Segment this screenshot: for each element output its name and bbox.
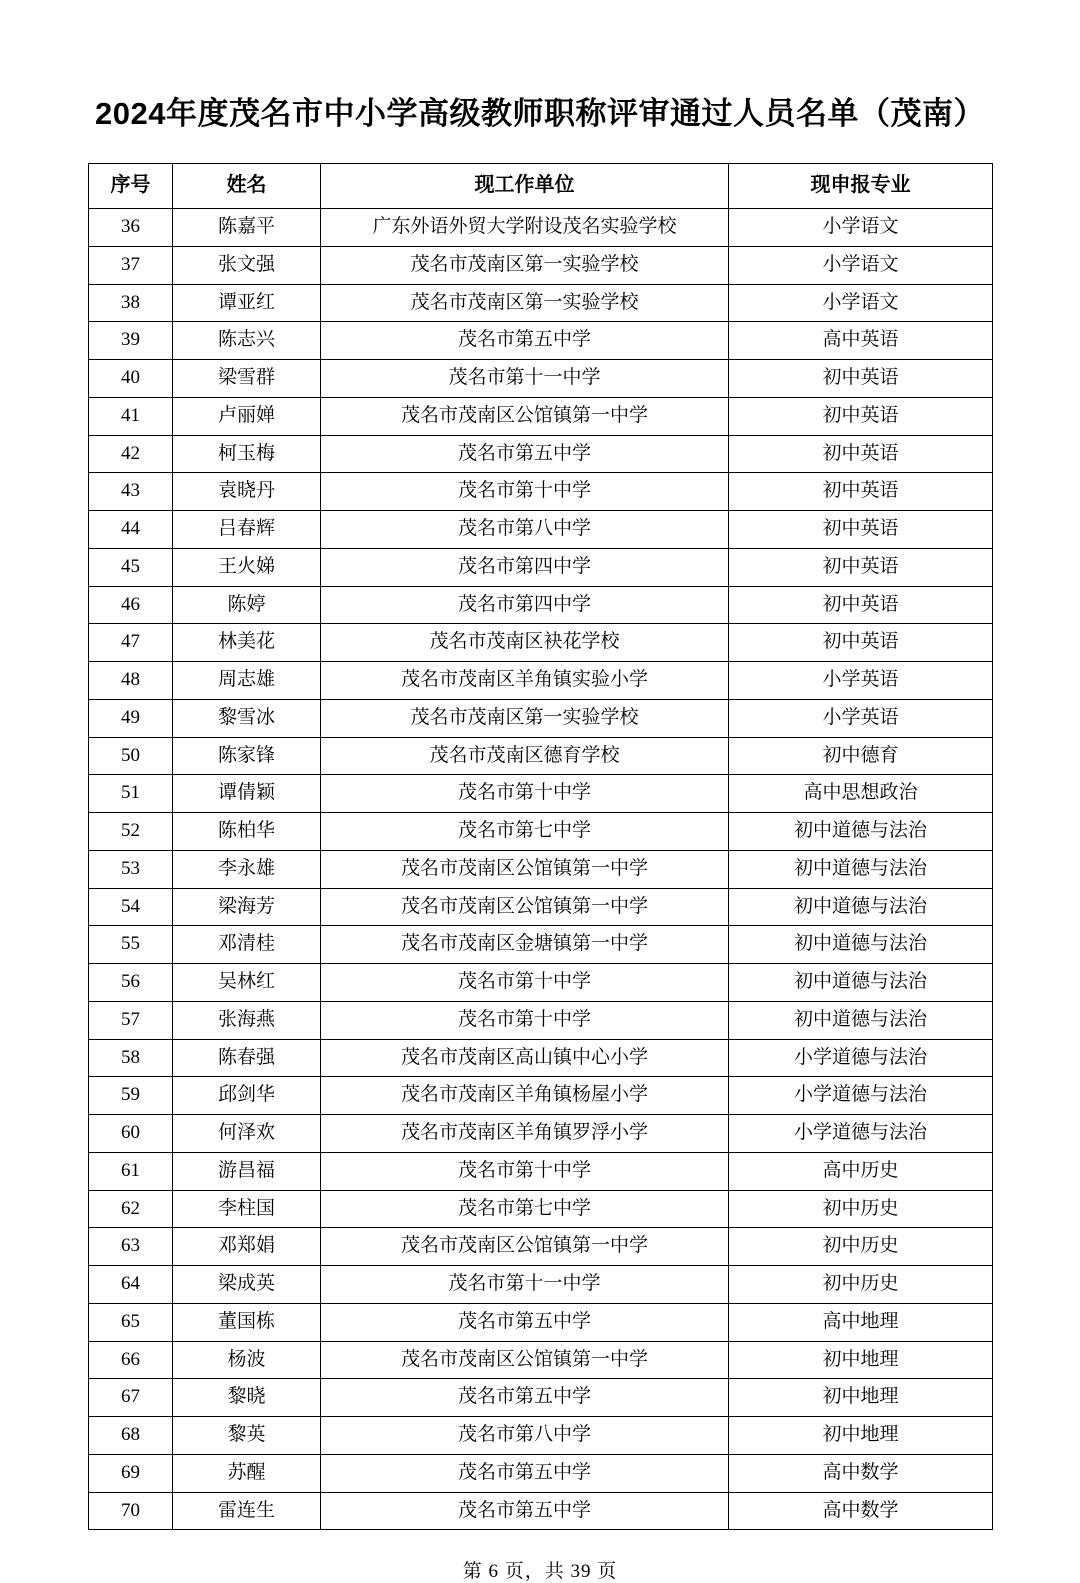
cell-unit: 茂名市茂南区高山镇中心小学 — [321, 1039, 729, 1077]
cell-index: 61 — [89, 1152, 173, 1190]
cell-unit: 茂名市第五中学 — [321, 1379, 729, 1417]
cell-unit: 茂名市第四中学 — [321, 548, 729, 586]
cell-major: 初中英语 — [729, 473, 993, 511]
cell-name: 梁成英 — [173, 1266, 321, 1304]
cell-major: 初中道德与法治 — [729, 850, 993, 888]
cell-major: 初中德育 — [729, 737, 993, 775]
cell-unit: 茂名市茂南区羊角镇罗浮小学 — [321, 1115, 729, 1153]
cell-name: 柯玉梅 — [173, 435, 321, 473]
cell-major: 初中道德与法治 — [729, 813, 993, 851]
cell-unit: 茂名市第十中学 — [321, 1001, 729, 1039]
cell-name: 林美花 — [173, 624, 321, 662]
cell-major: 初中英语 — [729, 435, 993, 473]
table-row — [89, 435, 993, 473]
table-row — [89, 1152, 993, 1190]
table-row — [89, 473, 993, 511]
cell-index: 43 — [89, 473, 173, 511]
cell-unit: 茂名市第五中学 — [321, 1454, 729, 1492]
cell-major: 高中数学 — [729, 1492, 993, 1530]
cell-unit: 茂名市第七中学 — [321, 1190, 729, 1228]
cell-name: 梁海芳 — [173, 888, 321, 926]
cell-name: 李柱国 — [173, 1190, 321, 1228]
cell-name: 卢丽婵 — [173, 397, 321, 435]
cell-index: 44 — [89, 511, 173, 549]
cell-major: 小学道德与法治 — [729, 1039, 993, 1077]
table-row — [89, 699, 993, 737]
cell-major: 初中道德与法治 — [729, 1001, 993, 1039]
cell-name: 吴林红 — [173, 964, 321, 1002]
cell-name: 谭倩颖 — [173, 775, 321, 813]
cell-index: 65 — [89, 1303, 173, 1341]
cell-unit: 茂名市茂南区第一实验学校 — [321, 699, 729, 737]
cell-index: 37 — [89, 246, 173, 284]
column-header-name: 姓名 — [173, 164, 321, 209]
table-row — [89, 775, 993, 813]
cell-major: 高中地理 — [729, 1303, 993, 1341]
cell-unit: 茂名市第八中学 — [321, 511, 729, 549]
cell-unit: 茂名市第八中学 — [321, 1417, 729, 1455]
cell-name: 张文强 — [173, 246, 321, 284]
cell-unit: 茂名市第五中学 — [321, 322, 729, 360]
table-row — [89, 662, 993, 700]
cell-name: 袁晓丹 — [173, 473, 321, 511]
cell-name: 陈春强 — [173, 1039, 321, 1077]
cell-index: 41 — [89, 397, 173, 435]
table-row — [89, 1077, 993, 1115]
cell-name: 周志雄 — [173, 662, 321, 700]
table-row — [89, 964, 993, 1002]
cell-name: 陈柏华 — [173, 813, 321, 851]
cell-index: 49 — [89, 699, 173, 737]
cell-index: 47 — [89, 624, 173, 662]
cell-unit: 茂名市第十一中学 — [321, 360, 729, 398]
cell-index: 68 — [89, 1417, 173, 1455]
cell-major: 初中道德与法治 — [729, 926, 993, 964]
cell-major: 初中地理 — [729, 1341, 993, 1379]
cell-name: 陈嘉平 — [173, 209, 321, 247]
table-row — [89, 1492, 993, 1530]
cell-unit: 茂名市茂南区羊角镇实验小学 — [321, 662, 729, 700]
cell-name: 王火娣 — [173, 548, 321, 586]
cell-unit: 茂名市茂南区公馆镇第一中学 — [321, 1228, 729, 1266]
cell-unit: 茂名市茂南区公馆镇第一中学 — [321, 1341, 729, 1379]
table-row — [89, 1039, 993, 1077]
cell-major: 初中地理 — [729, 1417, 993, 1455]
cell-index: 45 — [89, 548, 173, 586]
table-row — [89, 888, 993, 926]
cell-major: 小学英语 — [729, 699, 993, 737]
table-row — [89, 209, 993, 247]
cell-index: 59 — [89, 1077, 173, 1115]
cell-name: 董国栋 — [173, 1303, 321, 1341]
table-row — [89, 1417, 993, 1455]
cell-major: 初中地理 — [729, 1379, 993, 1417]
table-row — [89, 737, 993, 775]
cell-name: 吕春辉 — [173, 511, 321, 549]
column-header-major: 现申报专业 — [729, 164, 993, 209]
cell-name: 陈志兴 — [173, 322, 321, 360]
cell-index: 51 — [89, 775, 173, 813]
table-row — [89, 1454, 993, 1492]
cell-name: 黎雪冰 — [173, 699, 321, 737]
cell-major: 高中英语 — [729, 322, 993, 360]
table-row — [89, 813, 993, 851]
cell-major: 高中数学 — [729, 1454, 993, 1492]
cell-index: 38 — [89, 284, 173, 322]
cell-index: 58 — [89, 1039, 173, 1077]
table-header-row — [89, 164, 993, 209]
table-row — [89, 360, 993, 398]
cell-index: 54 — [89, 888, 173, 926]
cell-unit: 茂名市第五中学 — [321, 1303, 729, 1341]
cell-major: 小学语文 — [729, 284, 993, 322]
cell-index: 48 — [89, 662, 173, 700]
cell-index: 46 — [89, 586, 173, 624]
cell-name: 雷连生 — [173, 1492, 321, 1530]
table-row — [89, 1190, 993, 1228]
cell-major: 高中思想政治 — [729, 775, 993, 813]
cell-name: 邱剑华 — [173, 1077, 321, 1115]
cell-major: 小学语文 — [729, 246, 993, 284]
cell-unit: 茂名市第五中学 — [321, 1492, 729, 1530]
cell-name: 杨波 — [173, 1341, 321, 1379]
cell-major: 小学道德与法治 — [729, 1115, 993, 1153]
cell-major: 初中英语 — [729, 360, 993, 398]
cell-name: 陈婷 — [173, 586, 321, 624]
cell-major: 初中历史 — [729, 1190, 993, 1228]
cell-major: 初中英语 — [729, 586, 993, 624]
cell-unit: 茂名市第七中学 — [321, 813, 729, 851]
cell-name: 何泽欢 — [173, 1115, 321, 1153]
cell-unit: 茂名市茂南区金塘镇第一中学 — [321, 926, 729, 964]
cell-index: 63 — [89, 1228, 173, 1266]
table-row — [89, 397, 993, 435]
approved-personnel-table — [88, 163, 993, 1530]
cell-index: 69 — [89, 1454, 173, 1492]
cell-name: 黎英 — [173, 1417, 321, 1455]
cell-major: 初中英语 — [729, 397, 993, 435]
cell-major: 初中历史 — [729, 1266, 993, 1304]
cell-name: 张海燕 — [173, 1001, 321, 1039]
cell-index: 42 — [89, 435, 173, 473]
cell-unit: 茂名市第十中学 — [321, 964, 729, 1002]
table-row — [89, 586, 993, 624]
cell-index: 60 — [89, 1115, 173, 1153]
cell-index: 62 — [89, 1190, 173, 1228]
table-row — [89, 1228, 993, 1266]
cell-index: 53 — [89, 850, 173, 888]
cell-unit: 茂名市茂南区袂花学校 — [321, 624, 729, 662]
cell-unit: 茂名市茂南区公馆镇第一中学 — [321, 850, 729, 888]
cell-major: 初中道德与法治 — [729, 964, 993, 1002]
cell-unit: 茂名市第十中学 — [321, 775, 729, 813]
cell-unit: 茂名市第十一中学 — [321, 1266, 729, 1304]
table-row — [89, 322, 993, 360]
table-row — [89, 1001, 993, 1039]
cell-unit: 茂名市第十中学 — [321, 473, 729, 511]
cell-name: 黎晓 — [173, 1379, 321, 1417]
page-title: 2024年度茂名市中小学高级教师职称评审通过人员名单（茂南） — [95, 96, 985, 131]
cell-index: 67 — [89, 1379, 173, 1417]
cell-index: 39 — [89, 322, 173, 360]
cell-unit: 茂名市茂南区羊角镇杨屋小学 — [321, 1077, 729, 1115]
cell-major: 小学英语 — [729, 662, 993, 700]
cell-index: 64 — [89, 1266, 173, 1304]
cell-major: 小学语文 — [729, 209, 993, 247]
page-footer: 第 6 页，共 39 页 — [462, 1561, 618, 1583]
cell-index: 57 — [89, 1001, 173, 1039]
table-row — [89, 624, 993, 662]
cell-name: 谭亚红 — [173, 284, 321, 322]
cell-name: 陈家锋 — [173, 737, 321, 775]
cell-major: 初中英语 — [729, 511, 993, 549]
table-row — [89, 1266, 993, 1304]
cell-unit: 茂名市第十中学 — [321, 1152, 729, 1190]
cell-name: 邓郑娟 — [173, 1228, 321, 1266]
cell-index: 56 — [89, 964, 173, 1002]
cell-unit: 茂名市茂南区德育学校 — [321, 737, 729, 775]
cell-name: 邓清桂 — [173, 926, 321, 964]
table-row — [89, 246, 993, 284]
column-header-index: 序号 — [89, 164, 173, 209]
cell-unit: 茂名市第五中学 — [321, 435, 729, 473]
cell-major: 初中历史 — [729, 1228, 993, 1266]
cell-unit: 广东外语外贸大学附设茂名实验学校 — [321, 209, 729, 247]
cell-index: 66 — [89, 1341, 173, 1379]
table-row — [89, 850, 993, 888]
column-header-unit: 现工作单位 — [321, 164, 729, 209]
cell-major: 初中道德与法治 — [729, 888, 993, 926]
cell-major: 初中英语 — [729, 548, 993, 586]
table-row — [89, 511, 993, 549]
cell-index: 55 — [89, 926, 173, 964]
cell-name: 梁雪群 — [173, 360, 321, 398]
table-row — [89, 1341, 993, 1379]
cell-major: 小学道德与法治 — [729, 1077, 993, 1115]
cell-index: 36 — [89, 209, 173, 247]
table-row — [89, 926, 993, 964]
cell-index: 70 — [89, 1492, 173, 1530]
cell-index: 50 — [89, 737, 173, 775]
table-row — [89, 548, 993, 586]
table-row — [89, 1115, 993, 1153]
cell-unit: 茂名市茂南区第一实验学校 — [321, 246, 729, 284]
cell-name: 苏醒 — [173, 1454, 321, 1492]
table-row — [89, 1379, 993, 1417]
cell-name: 游昌福 — [173, 1152, 321, 1190]
cell-index: 52 — [89, 813, 173, 851]
cell-major: 高中历史 — [729, 1152, 993, 1190]
cell-unit: 茂名市茂南区公馆镇第一中学 — [321, 888, 729, 926]
cell-major: 初中英语 — [729, 624, 993, 662]
table-row — [89, 1303, 993, 1341]
cell-index: 40 — [89, 360, 173, 398]
cell-unit: 茂名市茂南区公馆镇第一中学 — [321, 397, 729, 435]
cell-name: 李永雄 — [173, 850, 321, 888]
table-body — [89, 209, 993, 1530]
cell-unit: 茂名市第四中学 — [321, 586, 729, 624]
table-row — [89, 284, 993, 322]
cell-unit: 茂名市茂南区第一实验学校 — [321, 284, 729, 322]
